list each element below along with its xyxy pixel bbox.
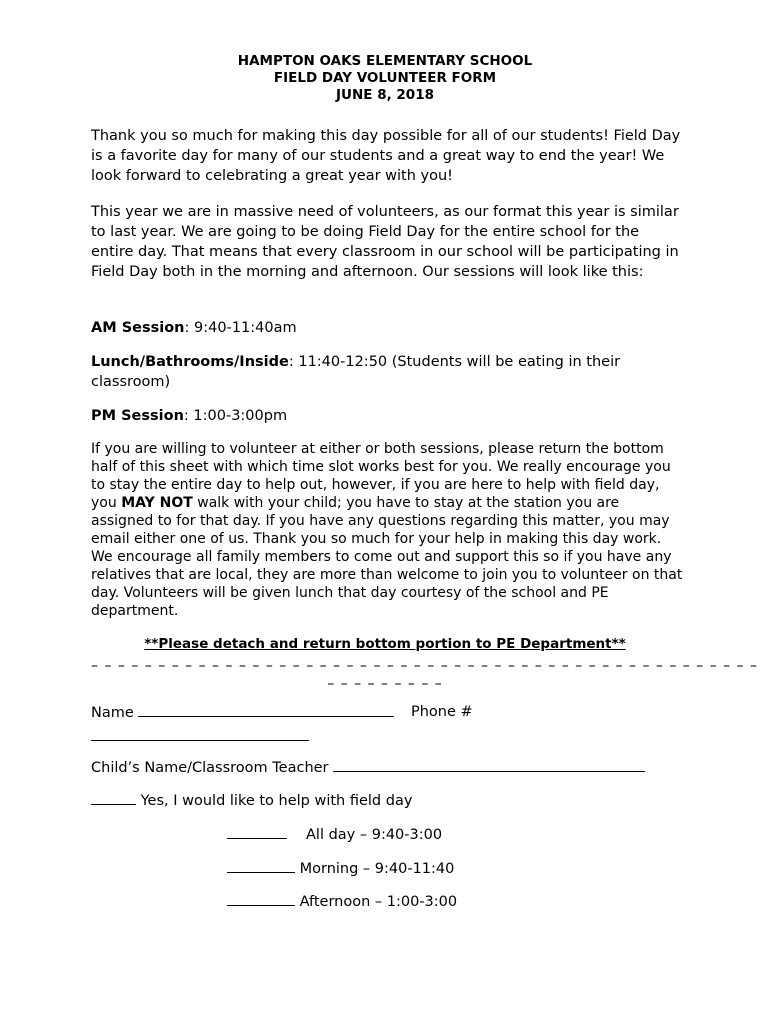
intro-need-paragraph: This year we are in massive need of volunteers, as our format this year is similar to last year. We are going to be doing Field Day for the entire school for the entire day. That means that every classroom in our school will be participating in Field Day both in the morning and afternoon. Our sessions will look like this: <box>91 204 679 280</box>
all-day-blank[interactable] <box>227 824 287 839</box>
phone-label: Phone # <box>411 704 473 720</box>
afternoon-label: Afternoon – 1:00-3:00 <box>295 894 458 910</box>
pm-session-label: PM Session <box>91 408 184 424</box>
morning-blank[interactable] <box>227 858 295 873</box>
event-date: JUNE 8, 2018 <box>335 87 434 103</box>
child-teacher-row <box>91 757 645 778</box>
volunteer-note-part1: If you are willing to volunteer at either or both sessions, please return the bottom half of this sheet with which time slot works best for you. We really encourage you to stay the entire day to help out, however, if you are here to help with field day, you <box>91 441 671 511</box>
volunteer-note-paragraph <box>91 440 683 620</box>
tear-line-continued: – – – – – – – – – <box>327 676 443 692</box>
school-name: HAMPTON OAKS ELEMENTARY SCHOOL <box>237 53 533 69</box>
yes-volunteer-label: Yes, I would like to help with field day <box>136 793 413 809</box>
am-session-label: AM Session <box>91 320 185 336</box>
volunteer-note-emphasis: MAY NOT <box>121 495 193 511</box>
tear-line: – – – – – – – – – – – – – – – – – – – – – – – – – – – – – – – – – – – – – – – – – – – – – – – – – – <box>91 658 759 674</box>
lunch-session-label: Lunch/Bathrooms/Inside <box>91 354 289 370</box>
phone-field-row <box>91 726 309 747</box>
child-teacher-label: Child’s Name/Classroom Teacher <box>91 760 334 776</box>
am-session-line <box>91 318 681 338</box>
volunteer-note-part2: walk with your child; you have to stay at the station you are assigned to for that day. If you have any questions regarding this matter, you may email either one of us. Thank you so much for your help in making this day work. We encourage all family members to come out and support this so if you have any relatives that are local, they are more than welcome to join you to volunteer on that day. Volunteers will be given lunch that day courtesy of the school and PE department. <box>91 495 683 619</box>
yes-volunteer-row <box>91 790 412 811</box>
child-teacher-field[interactable] <box>333 757 645 772</box>
yes-volunteer-blank[interactable] <box>91 790 136 805</box>
lunch-session-line <box>91 352 681 392</box>
lunch-session-time: : 11:40-12:50 (Students will be eating in their classroom) <box>91 354 621 390</box>
detach-notice: **Please detach and return bottom portion to PE Department** <box>144 636 626 652</box>
form-title: FIELD DAY VOLUNTEER FORM <box>273 70 497 86</box>
phone-field[interactable] <box>91 726 309 741</box>
afternoon-row <box>227 891 457 912</box>
all-day-label: All day – 9:40-3:00 <box>306 827 443 843</box>
all-day-row <box>227 824 442 845</box>
morning-label: Morning – 9:40-11:40 <box>295 861 455 877</box>
afternoon-blank[interactable] <box>227 891 295 906</box>
pm-session-time: : 1:00-3:00pm <box>183 408 288 424</box>
name-field[interactable] <box>138 702 394 717</box>
name-label: Name <box>91 705 139 721</box>
name-field-row <box>91 702 394 723</box>
pm-session-line <box>91 406 681 426</box>
am-session-time: : 9:40-11:40am <box>184 320 297 336</box>
morning-row <box>227 858 454 879</box>
intro-thanks-paragraph: Thank you so much for making this day possible for all of our students! Field Day is a favorite day for many of our students and a great way to end the year! We look forward to celebrating a great year with you! <box>91 128 681 184</box>
